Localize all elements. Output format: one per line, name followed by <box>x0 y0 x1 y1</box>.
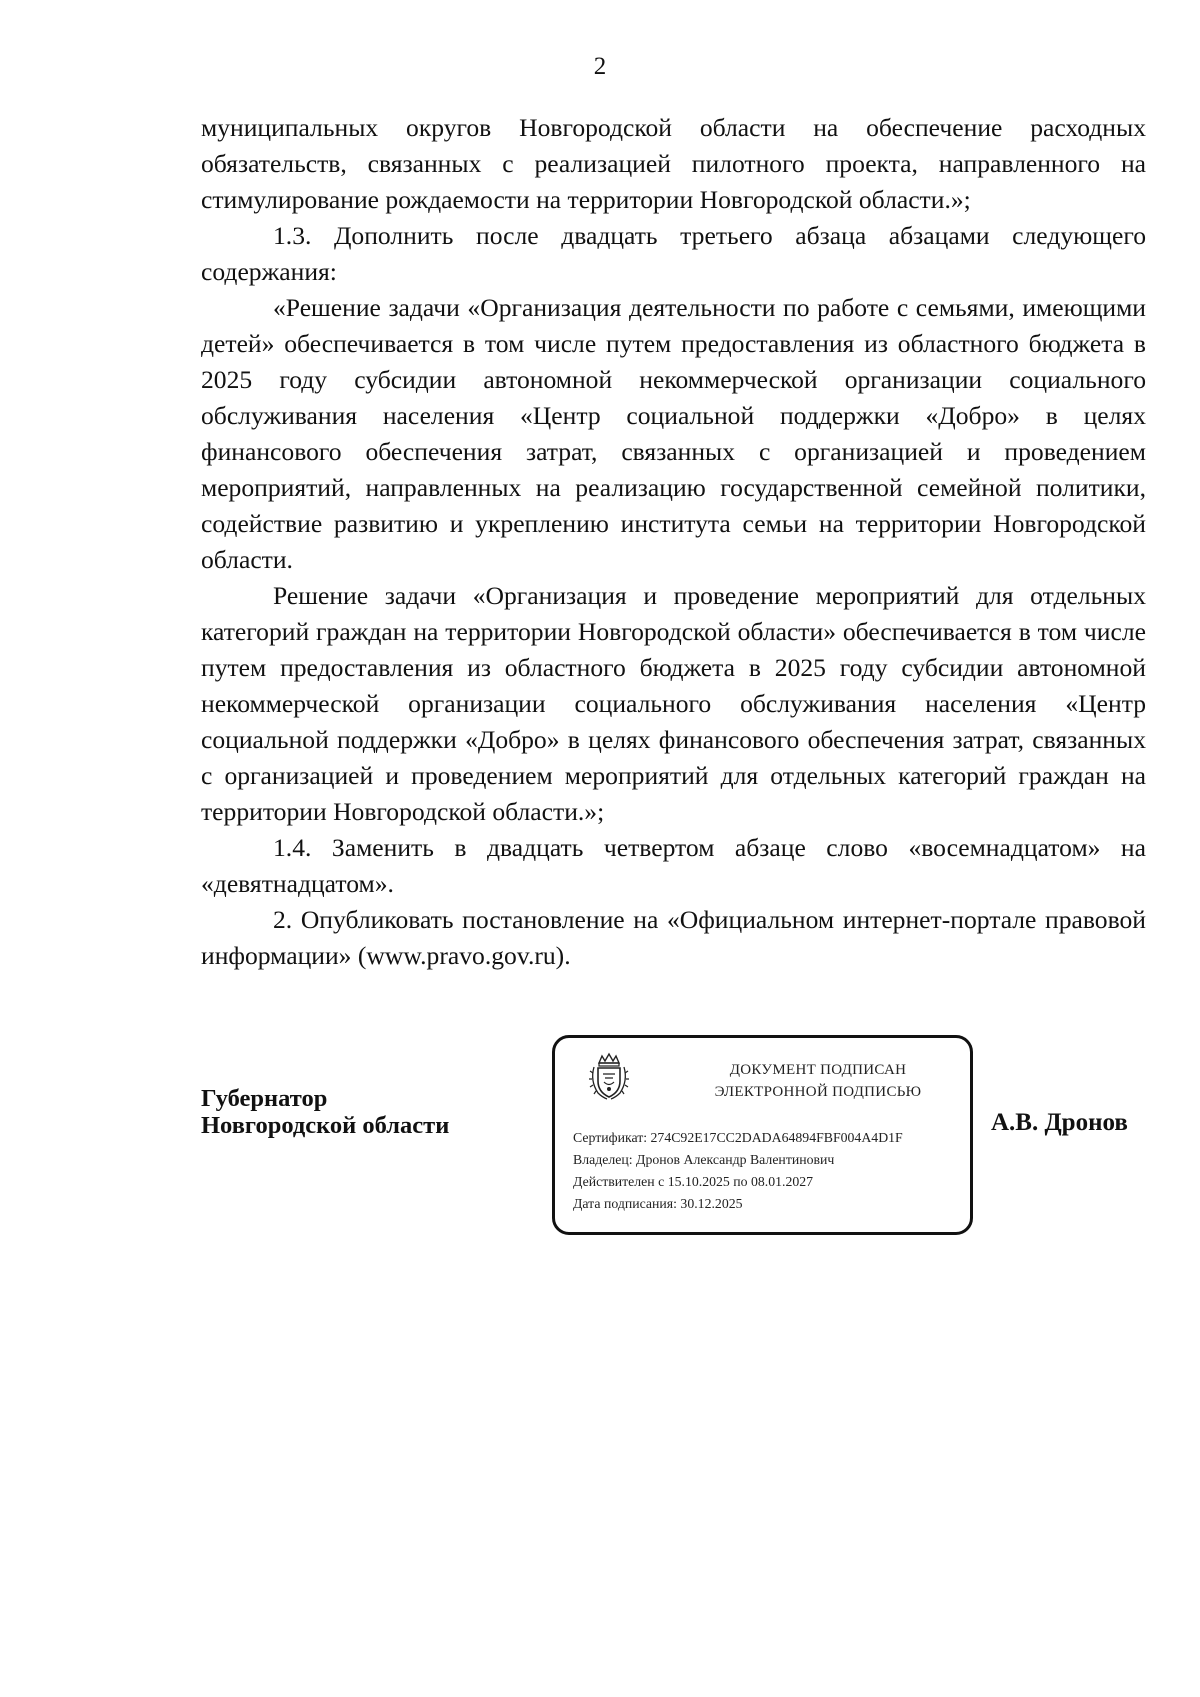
paragraph-item-1-3: 1.3. Дополнить после двадцать третьего абзаца абзацами следующего содержания: <box>201 221 1146 286</box>
paragraph-quoted-family-task: «Решение задачи «Организация деятельности по работе с семьями, имеющими детей» обеспечивается в том числе путем предоставления из областного бюджета в 2025 году субсидии автономной некоммерческой организации социального обслуживания населения «Центр социальной поддержки «Добро» в целях финансового обеспечения затрат, связанных с организацией и проведением мероприятий, направленных на реализацию государственной семейной политики, содействие развитию и укреплению института семьи на территории Новгородской области. <box>201 293 1146 574</box>
paragraph-quoted-citizens-task: Решение задачи «Организация и проведение мероприятий для отдельных категорий граждан на территории Новгородской области» обеспечивается в том числе путем предоставления из областного бюджета в 2025 году субсидии автономной некоммерческой организации социального обслуживания населения «Центр социальной поддержки «Добро» в целях финансового обеспечения затрат, связанных с организацией и проведением мероприятий для отдельных категорий граждан на территории Новгородской области.»; <box>201 581 1146 826</box>
paragraph-item-2: 2. Опубликовать постановление на «Официальном интернет-портале правовой информации» (www.pravo.gov.ru). <box>201 905 1146 970</box>
signer-position <box>201 1085 521 1139</box>
paragraph-continuation: муниципальных округов Новгородской области на обеспечение расходных обязательств, связанных с реализацией пилотного проекта, направленного на стимулирование рождаемости на территории Новгородской области.»; <box>201 113 1146 214</box>
electronic-signature-stamp <box>552 1035 973 1235</box>
stamp-signed-date: Дата подписания: 30.12.2025 <box>573 1196 743 1211</box>
stamp-heading <box>673 1059 963 1103</box>
document-body <box>201 110 1146 974</box>
signer-position-line1: Губернатор <box>201 1085 328 1112</box>
stamp-validity: Действителен с 15.10.2025 по 08.01.2027 <box>573 1174 814 1189</box>
stamp-certificate: Сертификат: 274C92E17CC2DADA64894FBF004A4D1F <box>573 1130 903 1145</box>
stamp-heading-line2: ЭЛЕКТРОННОЙ ПОДПИСЬЮ <box>714 1084 922 1100</box>
page-number: 2 <box>593 53 607 80</box>
signer-position-line2: Новгородской области <box>201 1112 450 1139</box>
signer-name: А.В. Дронов <box>991 1109 1128 1136</box>
paragraph-item-1-4: 1.4. Заменить в двадцать четвертом абзаце слово «восемнадцатом» на «девятнадцатом». <box>201 833 1146 898</box>
stamp-details <box>573 1127 968 1215</box>
stamp-heading-line1: ДОКУМЕНТ ПОДПИСАН <box>729 1062 907 1078</box>
coat-of-arms-icon <box>584 1051 634 1101</box>
stamp-owner: Владелец: Дронов Александр Валентинович <box>573 1152 835 1167</box>
